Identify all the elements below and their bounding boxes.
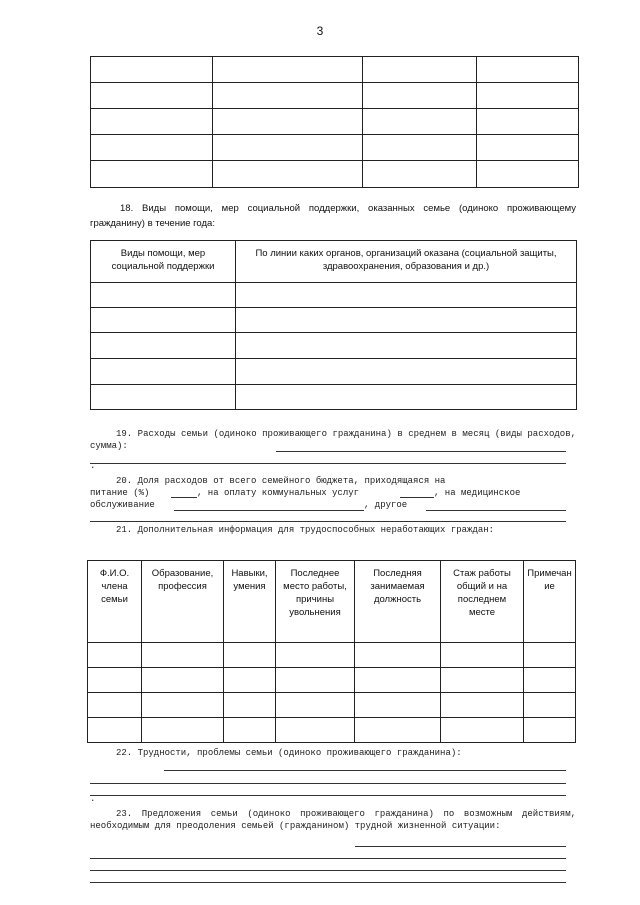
table-header: Навыки, умения [224,561,276,643]
fill-line [171,497,197,498]
table-cell [363,109,477,135]
fill-line [90,882,566,883]
table-cell [355,643,441,668]
table-cell [441,693,524,718]
fill-line [90,521,566,522]
table-cell [355,668,441,693]
section-20-line3-a: обслуживание [90,500,155,510]
table-cell [477,57,579,83]
fill-line [276,451,566,452]
table-cell [91,333,236,359]
fill-line [90,463,566,464]
table-cell [441,718,524,743]
section-20-line2-c: , на медицинское [434,488,521,498]
table-cell [276,643,355,668]
table-cell [477,161,579,188]
table-cell [224,718,276,743]
table-cell [88,643,142,668]
section-20-line2-b: , на оплату коммунальных услуг [197,488,360,498]
fill-line [400,497,434,498]
page-number: 3 [316,24,324,38]
table-cell [524,643,576,668]
section-22-text: 22. Трудности, проблемы семьи (одиноко проживающего гражданина): [116,748,462,758]
fill-line [164,770,566,771]
fill-line [90,783,566,784]
table-cell [355,718,441,743]
table-cell [236,385,577,410]
table-header: Примечание [524,561,576,643]
table-cell [91,359,236,385]
table-cell [88,693,142,718]
table-cell [441,668,524,693]
table-cell [236,359,577,385]
table-cell [524,693,576,718]
fill-line [90,795,566,796]
period-mark: . [90,794,96,804]
section-21-table [87,560,576,743]
table-cell [213,83,363,109]
table-cell [91,83,213,109]
table-header: Ф.И.О. члена семьи [88,561,142,643]
table-header: Последнее место работы, причины увольнения [276,561,355,643]
table-header: Последняя занимаемая должность [355,561,441,643]
table-cell [142,643,224,668]
section-20-line3-b: , другое [364,500,408,510]
table-header: Стаж работы общий и на последнем месте [441,561,524,643]
table-cell [524,718,576,743]
table-cell [524,668,576,693]
table-cell [213,57,363,83]
table-cell [477,109,579,135]
section-20-line1: 20. Доля расходов от всего семейного бюджета, приходящаяся на [116,476,446,486]
fill-line [426,510,566,511]
table-cell [91,308,236,333]
table-header: Образование, профессия [142,561,224,643]
fill-line [90,858,566,859]
table-cell [88,718,142,743]
table-cell [363,83,477,109]
table-cell [213,135,363,161]
table-cell [91,57,213,83]
table-cell [355,693,441,718]
table-cell [224,693,276,718]
section-18-text: 18. Виды помощи, мер социальной поддержки, оказанных семье (одиноко проживающему гражданину) в течение года: [90,203,576,229]
table-cell [91,385,236,410]
table-cell [88,668,142,693]
section-23-text: 23. Предложения семьи (одиноко проживающего гражданина) по возможным действиям, необходимым для преодоления семьей (гражданином) трудной жизненной ситуации: [90,809,576,831]
table-cell [224,668,276,693]
table-cell [276,718,355,743]
period-mark: . [90,461,96,471]
fill-line [174,510,364,511]
table-cell [91,109,213,135]
table-cell [142,668,224,693]
table-cell [213,109,363,135]
table-cell [441,643,524,668]
section-19-text: 19. Расходы семьи (одиноко проживающего гражданина) в среднем в месяц (виды расходов, сумма): [90,429,576,451]
table-cell [236,308,577,333]
table-header: По линии каких органов, организаций оказана (социальной защиты, здравоохранения, образования и др.) [236,241,577,283]
table-cell [91,161,213,188]
table-cell [91,135,213,161]
table-cell [236,333,577,359]
table-cell [142,718,224,743]
table-cell [91,283,236,308]
section-21-text: 21. Дополнительная информация для трудоспособных неработающих граждан: [116,525,495,535]
table-cell [477,83,579,109]
fill-line [90,870,566,871]
table-cell [276,668,355,693]
table-cell [224,643,276,668]
table-cell [477,135,579,161]
section-20-line2-a: питание (%) [90,488,150,498]
table-cell [363,161,477,188]
table-cell [363,135,477,161]
top-table [90,56,579,188]
fill-line [355,846,566,847]
table-cell [236,283,577,308]
table-cell [213,161,363,188]
table-cell [142,693,224,718]
table-cell [363,57,477,83]
table-header: Виды помощи, мер социальной поддержки [91,241,236,283]
section-18-table [90,240,577,410]
table-cell [276,693,355,718]
